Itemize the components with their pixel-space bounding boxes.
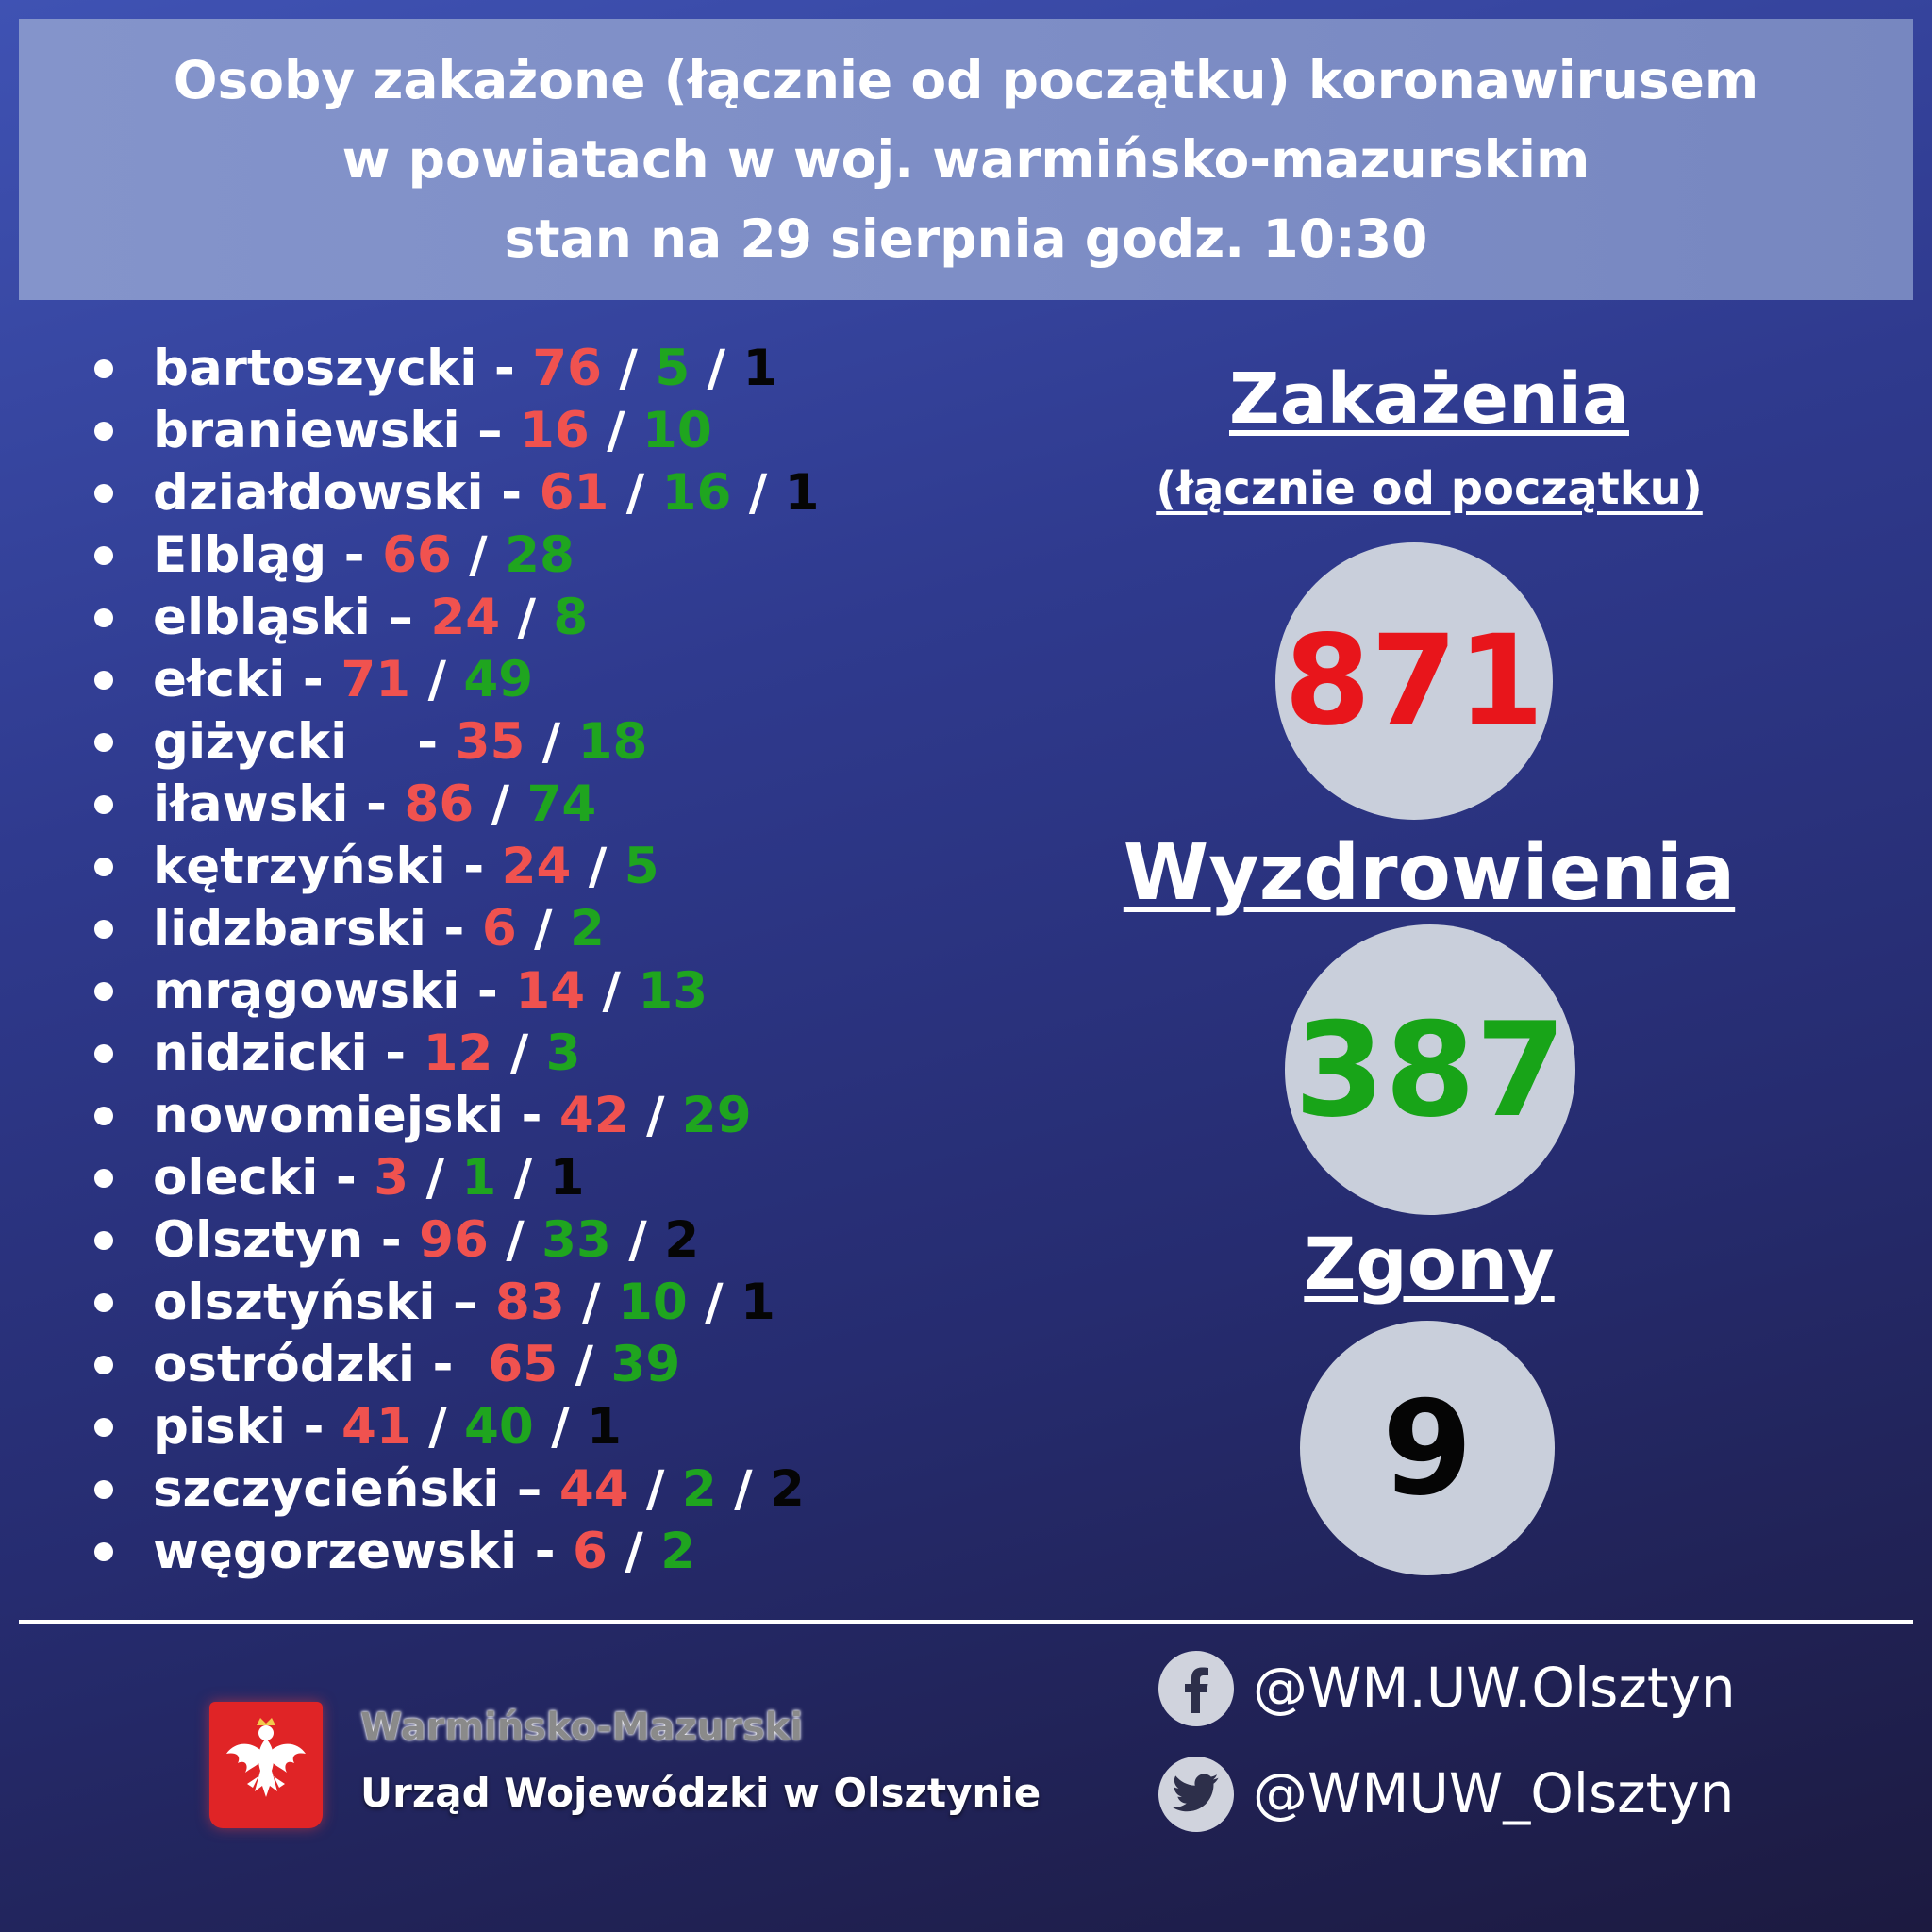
district-dash: - xyxy=(432,1336,471,1393)
district-row xyxy=(94,649,820,711)
bullet-icon xyxy=(94,1293,113,1312)
bullet-icon xyxy=(94,1044,113,1063)
infected-count: 12 xyxy=(423,1024,493,1082)
infected-count: 44 xyxy=(558,1460,629,1518)
district-row xyxy=(94,1085,820,1147)
district-name: iławski xyxy=(153,775,349,833)
district-dash: - xyxy=(335,1149,357,1207)
district-row xyxy=(94,462,820,525)
bullet-icon xyxy=(94,1480,113,1499)
deaths-count: 2 xyxy=(770,1460,805,1518)
organization-name-line-2: Urząd Wojewódzki w Olsztynie xyxy=(360,1770,1041,1816)
district-row-text: ełcki - 71 / 49 xyxy=(153,651,534,708)
infected-count: 71 xyxy=(341,651,411,708)
district-name: ełcki xyxy=(153,651,286,708)
recovered-count: 2 xyxy=(660,1523,696,1580)
district-row xyxy=(94,1334,820,1396)
district-row-text: nowomiejski - 42 / 29 xyxy=(153,1087,752,1144)
infected-count: 66 xyxy=(382,526,452,584)
bullet-icon xyxy=(94,671,113,690)
header-title-line-2: w powiatach w woj. warmińsko-mazurskim xyxy=(341,129,1591,190)
bullet-icon xyxy=(94,858,113,876)
district-row-text: bartoszycki - 76 / 5 / 1 xyxy=(153,340,778,397)
recovered-count: 2 xyxy=(681,1460,717,1518)
district-name: mrągowski xyxy=(153,962,460,1020)
bullet-icon xyxy=(94,982,113,1001)
recovered-count: 28 xyxy=(505,526,575,584)
district-row-text: piski - 41 / 40 / 1 xyxy=(153,1398,622,1456)
district-dash: – xyxy=(388,589,413,646)
district-row xyxy=(94,836,820,898)
header-title-line-1: Osoby zakażone (łącznie od początku) koronawirusem xyxy=(173,50,1759,110)
facebook-handle[interactable]: @WM.UW.Olsztyn xyxy=(1253,1656,1736,1720)
district-row-text: elbląski – 24 / 8 xyxy=(153,589,589,646)
district-row-text: nidzicki - 12 / 3 xyxy=(153,1024,581,1082)
organization-name-line-1: Warmińsko-Mazurski xyxy=(360,1706,804,1749)
bullet-icon xyxy=(94,608,113,627)
district-row-text: węgorzewski - 6 / 2 xyxy=(153,1523,696,1580)
district-row-text: lidzbarski - 6 / 2 xyxy=(153,900,605,958)
district-row xyxy=(94,1396,820,1458)
district-name: działdowski xyxy=(153,464,484,522)
district-dash: - xyxy=(534,1523,556,1580)
district-row-text: ostródzki - 65 / 39 xyxy=(153,1336,681,1393)
polish-eagle-emblem-icon xyxy=(209,1702,323,1828)
bullet-icon xyxy=(94,1231,113,1250)
district-row-text: braniewski – 16 / 10 xyxy=(153,402,712,459)
district-row xyxy=(94,774,820,836)
district-name: nowomiejski xyxy=(153,1087,504,1144)
twitter-handle[interactable]: @WMUW_Olsztyn xyxy=(1253,1761,1735,1825)
district-name: nidzicki xyxy=(153,1024,368,1082)
infected-count: 65 xyxy=(488,1336,558,1393)
recovered-count: 5 xyxy=(655,340,691,397)
district-dash: - xyxy=(343,526,365,584)
recovered-count: 74 xyxy=(526,775,597,833)
infected-count: 6 xyxy=(573,1523,608,1580)
header-banner xyxy=(19,19,1913,300)
recovered-count: 18 xyxy=(577,713,648,771)
bullet-icon xyxy=(94,1169,113,1188)
recovered-count: 10 xyxy=(618,1274,688,1331)
district-dash: - xyxy=(365,775,387,833)
deaths-total-value: 9 xyxy=(1381,1372,1474,1524)
infections-total-circle xyxy=(1275,542,1553,820)
district-row xyxy=(94,1147,820,1209)
district-name: bartoszycki xyxy=(153,340,477,397)
recovered-count: 29 xyxy=(681,1087,752,1144)
district-row-text: Olsztyn - 96 / 33 / 2 xyxy=(153,1211,700,1269)
recovered-count: 3 xyxy=(545,1024,581,1082)
bullet-icon xyxy=(94,422,113,441)
district-dash: - xyxy=(521,1087,542,1144)
district-row-text: iławski - 86 / 74 xyxy=(153,775,597,833)
deaths-total-circle xyxy=(1300,1321,1555,1575)
bullet-icon xyxy=(94,1107,113,1125)
infected-count: 41 xyxy=(341,1398,411,1456)
bullet-icon xyxy=(94,1356,113,1374)
district-name: elbląski xyxy=(153,589,371,646)
district-row-text: mrągowski - 14 / 13 xyxy=(153,962,708,1020)
district-row xyxy=(94,400,820,462)
district-name: olecki xyxy=(153,1149,319,1207)
district-row-text: kętrzyński - 24 / 5 xyxy=(153,838,659,895)
infected-count: 14 xyxy=(515,962,586,1020)
recovered-count: 2 xyxy=(569,900,605,958)
infected-count: 16 xyxy=(520,402,590,459)
district-name: Elbląg xyxy=(153,526,327,584)
district-row xyxy=(94,587,820,649)
bullet-icon xyxy=(94,733,113,752)
district-name: giżycki xyxy=(153,713,400,771)
recovered-count: 5 xyxy=(624,838,659,895)
district-dash: - xyxy=(380,1211,402,1269)
recovered-count: 49 xyxy=(463,651,534,708)
district-row-text: Elbląg - 66 / 28 xyxy=(153,526,575,584)
infections-heading: Zakażenia xyxy=(1229,358,1629,440)
deaths-count: 1 xyxy=(784,464,820,522)
deaths-count: 1 xyxy=(587,1398,622,1456)
district-dash: - xyxy=(501,464,523,522)
district-dash: - xyxy=(417,713,439,771)
bullet-icon xyxy=(94,1418,113,1437)
district-row-text: giżycki - 35 / 18 xyxy=(153,713,648,771)
district-row xyxy=(94,338,820,400)
district-name: ostródzki xyxy=(153,1336,416,1393)
recovered-count: 39 xyxy=(610,1336,681,1393)
deaths-count: 1 xyxy=(742,340,778,397)
recovered-count: 16 xyxy=(661,464,732,522)
district-row xyxy=(94,1023,820,1085)
district-name: węgorzewski xyxy=(153,1523,518,1580)
bullet-icon xyxy=(94,359,113,378)
district-dash: – xyxy=(516,1460,542,1518)
district-row xyxy=(94,1521,820,1583)
district-dash: - xyxy=(303,1398,325,1456)
district-dash: - xyxy=(463,838,485,895)
district-dash: - xyxy=(302,651,324,708)
recovered-count: 1 xyxy=(461,1149,497,1207)
bullet-icon xyxy=(94,484,113,503)
district-dash: - xyxy=(443,900,465,958)
district-row xyxy=(94,711,820,774)
district-name: szczycieński xyxy=(153,1460,500,1518)
district-row xyxy=(94,1272,820,1334)
district-name: piski xyxy=(153,1398,287,1456)
district-list xyxy=(94,338,820,1583)
deaths-count: 1 xyxy=(741,1274,775,1331)
district-dash: – xyxy=(477,402,503,459)
deaths-count: 1 xyxy=(549,1149,585,1207)
district-row-text: szczycieński – 44 / 2 / 2 xyxy=(153,1460,805,1518)
district-row-text: olecki - 3 / 1 / 1 xyxy=(153,1149,585,1207)
district-name: olsztyński xyxy=(153,1274,436,1331)
district-dash: – xyxy=(453,1274,478,1331)
district-name: Olsztyn xyxy=(153,1211,364,1269)
district-dash: - xyxy=(476,962,498,1020)
infected-count: 86 xyxy=(404,775,475,833)
bullet-icon xyxy=(94,546,113,565)
district-name: lidzbarski xyxy=(153,900,426,958)
district-row xyxy=(94,1458,820,1521)
bullet-icon xyxy=(94,795,113,814)
recoveries-heading: Wyzdrowienia xyxy=(1123,828,1736,918)
district-row xyxy=(94,1209,820,1272)
recovered-count: 13 xyxy=(638,962,708,1020)
district-name: kętrzyński xyxy=(153,838,446,895)
recovered-count: 8 xyxy=(553,589,589,646)
infected-count: 76 xyxy=(532,340,603,397)
infected-count: 83 xyxy=(494,1274,565,1331)
infected-count: 61 xyxy=(539,464,609,522)
infected-count: 35 xyxy=(455,713,525,771)
deaths-count: 2 xyxy=(664,1211,700,1269)
infected-count: 6 xyxy=(481,900,517,958)
header-status-line: stan na 29 sierpnia godz. 10:30 xyxy=(504,208,1428,269)
recoveries-total-circle xyxy=(1285,924,1575,1215)
facebook-icon[interactable] xyxy=(1158,1651,1234,1726)
recovered-count: 33 xyxy=(541,1211,611,1269)
district-dash: - xyxy=(493,340,515,397)
district-row xyxy=(94,898,820,960)
footer-divider xyxy=(19,1620,1913,1624)
infected-count: 24 xyxy=(501,838,572,895)
district-row xyxy=(94,960,820,1023)
recovered-count: 10 xyxy=(642,402,712,459)
district-row-text: olsztyński – 83 / 10 / 1 xyxy=(153,1274,775,1331)
bullet-icon xyxy=(94,920,113,939)
district-row-text: działdowski - 61 / 16 / 1 xyxy=(153,464,820,522)
infections-total-value: 871 xyxy=(1284,608,1544,754)
infected-count: 96 xyxy=(419,1211,489,1269)
twitter-icon[interactable] xyxy=(1158,1757,1234,1832)
infected-count: 24 xyxy=(430,589,501,646)
infections-subheading: (łącznie od początku) xyxy=(1156,462,1703,515)
infected-count: 42 xyxy=(558,1087,629,1144)
deaths-heading: Zgony xyxy=(1304,1222,1555,1306)
bullet-icon xyxy=(94,1542,113,1561)
district-dash: - xyxy=(385,1024,407,1082)
recovered-count: 40 xyxy=(464,1398,534,1456)
district-name: braniewski xyxy=(153,402,460,459)
recoveries-total-value: 387 xyxy=(1293,993,1567,1146)
infected-count: 3 xyxy=(374,1149,409,1207)
district-row xyxy=(94,525,820,587)
